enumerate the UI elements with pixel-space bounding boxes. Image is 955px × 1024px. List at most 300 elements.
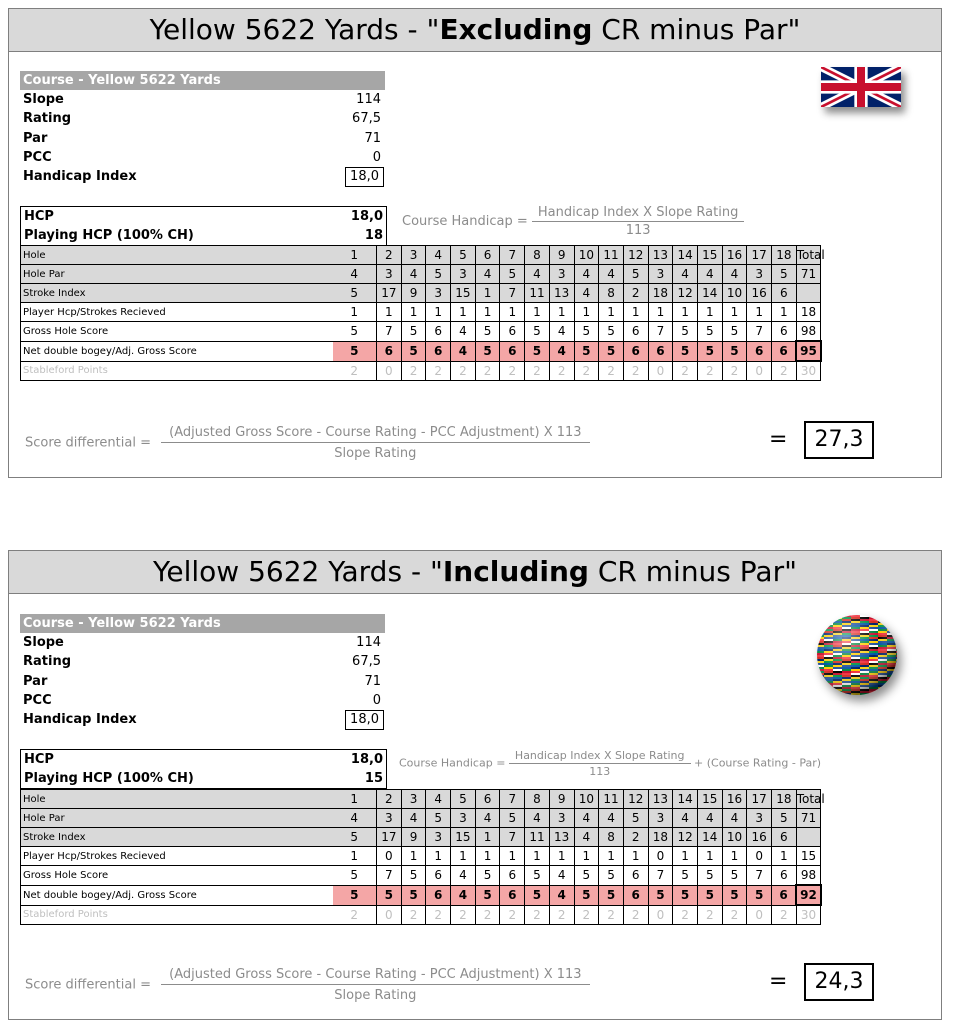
hole-cell: 3: [426, 828, 451, 847]
hole-cell: 15: [697, 790, 722, 809]
hole-cell: 5: [623, 265, 648, 284]
hole-cell[interactable]: 7: [747, 866, 772, 886]
hole-cell: 3: [549, 265, 574, 284]
hole-cell[interactable]: 6: [426, 322, 451, 342]
hole-cell: 2: [475, 361, 500, 381]
hole-cell: 5: [426, 265, 451, 284]
hole-cell: 2: [697, 905, 722, 925]
hole-cell: 1: [401, 303, 426, 322]
hole-cell: 4: [475, 809, 500, 828]
row-label: Player Hcp/Strokes Recieved: [21, 847, 333, 866]
total-cell: 98: [796, 322, 821, 342]
hole-cell: 10: [574, 790, 599, 809]
hole-cell[interactable]: 7: [747, 322, 772, 342]
hole-cell: 10: [722, 284, 747, 303]
hole-cell: 4: [722, 809, 747, 828]
hole-cell: 0: [747, 905, 772, 925]
pcc-row: PCC 0: [23, 149, 381, 165]
hole-cell[interactable]: 6: [623, 866, 648, 886]
hole-cell: 6: [623, 341, 648, 361]
hole-cell: 3: [747, 809, 772, 828]
hole-cell: 1: [333, 246, 377, 265]
hole-cell: 1: [549, 847, 574, 866]
row-label: Net double bogey/Adj. Gross Score: [21, 341, 333, 361]
hole-cell[interactable]: 5: [722, 322, 747, 342]
hole-cell[interactable]: 5: [599, 322, 624, 342]
row-label: Hole: [21, 246, 333, 265]
hole-cell: 5: [697, 885, 722, 905]
hole-cell: 4: [574, 284, 599, 303]
row-label: Hole: [21, 790, 333, 809]
hole-row: [21, 246, 898, 265]
hole-cell: 1: [401, 847, 426, 866]
hole-cell: 14: [673, 790, 698, 809]
hole-cell[interactable]: 6: [772, 866, 797, 886]
hole-cell: 5: [333, 885, 377, 905]
hole-cell: 1: [333, 790, 377, 809]
strokes-received-row: [21, 303, 898, 322]
hcp-box: [20, 206, 387, 246]
hole-cell: 15: [451, 828, 476, 847]
hole-cell: 6: [500, 885, 525, 905]
hole-cell: 17: [747, 246, 772, 265]
hole-cell: 1: [599, 303, 624, 322]
hole-cell: 4: [451, 341, 476, 361]
handicap-index-value[interactable]: 18,0: [345, 167, 384, 187]
hole-cell: 1: [377, 303, 402, 322]
scorecard-table: [20, 245, 898, 381]
total-cell: 95: [796, 341, 821, 361]
total-cell: Total: [796, 246, 821, 265]
total-cell: [796, 828, 821, 847]
hole-cell: 2: [599, 361, 624, 381]
hole-cell: 4: [451, 885, 476, 905]
hole-cell: 6: [772, 828, 797, 847]
hole-cell: 5: [401, 885, 426, 905]
hole-cell[interactable]: 6: [500, 322, 525, 342]
hole-cell[interactable]: 5: [697, 866, 722, 886]
gross-score-row: [21, 322, 898, 342]
hole-cell: 5: [722, 341, 747, 361]
hole-cell[interactable]: 5: [401, 866, 426, 886]
total-cell: 71: [796, 265, 821, 284]
hole-cell: 8: [525, 790, 550, 809]
handicap-index-row: Handicap Index 18,0: [20, 710, 385, 729]
hole-cell[interactable]: 7: [648, 322, 673, 342]
score-differential-result: 27,3: [804, 421, 874, 459]
hole-cell: 5: [333, 828, 377, 847]
hole-cell: 5: [673, 885, 698, 905]
hole-cell: 1: [475, 847, 500, 866]
hole-cell: 4: [574, 828, 599, 847]
hole-cell: 6: [426, 341, 451, 361]
hole-cell: 2: [377, 246, 402, 265]
hole-cell: 2: [772, 905, 797, 925]
hole-cell: 2: [673, 361, 698, 381]
hole-cell: 5: [451, 790, 476, 809]
hole-cell[interactable]: 7: [648, 866, 673, 886]
row-label: Stableford Points: [21, 905, 333, 925]
hole-cell: 5: [599, 885, 624, 905]
hole-cell[interactable]: 5: [673, 322, 698, 342]
hole-cell: 18: [772, 790, 797, 809]
hole-cell: 3: [401, 246, 426, 265]
row-label: Stroke Index: [21, 828, 333, 847]
hole-cell[interactable]: 4: [451, 866, 476, 886]
hole-cell: 6: [500, 341, 525, 361]
hole-cell[interactable]: 5: [475, 322, 500, 342]
hole-cell: 1: [623, 303, 648, 322]
row-label: Stableford Points: [21, 361, 333, 381]
pcc-row: PCC 0: [23, 692, 381, 708]
hole-cell: 14: [673, 246, 698, 265]
hole-cell: 4: [673, 265, 698, 284]
hole-cell: 6: [772, 341, 797, 361]
row-label: Gross Hole Score: [21, 322, 333, 342]
hole-cell: 2: [623, 828, 648, 847]
playing-hcp-row: Playing HCP (100% CH) 18: [24, 228, 383, 243]
hole-cell: 6: [747, 341, 772, 361]
hole-cell: 1: [623, 847, 648, 866]
stableford-points-row: [21, 905, 898, 925]
hole-cell: 12: [623, 790, 648, 809]
hole-cell: 12: [673, 828, 698, 847]
score-differential-formula: Score differential = (Adjusted Gross Score - Course Rating - PCC Adjustment) X 113 Slope Rating: [25, 967, 590, 1003]
row-label: Player Hcp/Strokes Recieved: [21, 303, 333, 322]
hole-cell: 17: [377, 828, 402, 847]
hole-cell: 5: [599, 341, 624, 361]
hole-cell[interactable]: 5: [525, 866, 550, 886]
playing-hcp-row: Playing HCP (100% CH) 15: [24, 771, 383, 786]
hole-cell: 1: [722, 303, 747, 322]
hole-cell: 5: [574, 885, 599, 905]
hole-par-row: [21, 809, 898, 828]
hole-cell[interactable]: 6: [500, 866, 525, 886]
hole-cell: 2: [451, 905, 476, 925]
hole-cell: 3: [549, 809, 574, 828]
hcp-row: HCP 18,0: [24, 209, 383, 224]
hole-cell: 7: [500, 828, 525, 847]
slope-row: Slope 114: [23, 92, 381, 107]
hole-cell: 1: [772, 303, 797, 322]
hole-cell: 12: [673, 284, 698, 303]
course-header: Course - Yellow 5622 Yards: [20, 71, 385, 90]
strokes-received-row: [21, 847, 898, 866]
total-cell: 18: [796, 303, 821, 322]
hole-cell: 0: [747, 847, 772, 866]
hole-cell: 1: [673, 847, 698, 866]
hole-cell[interactable]: 5: [673, 866, 698, 886]
hole-cell: 1: [525, 303, 550, 322]
hole-cell: 4: [401, 809, 426, 828]
hcp-box: [20, 749, 387, 789]
hole-cell[interactable]: 5: [333, 866, 377, 886]
hole-cell: 5: [401, 341, 426, 361]
hole-cell: 5: [333, 341, 377, 361]
total-cell: 30: [796, 905, 821, 925]
course-info: [20, 614, 385, 729]
hole-cell: 16: [747, 828, 772, 847]
hole-cell[interactable]: 6: [426, 866, 451, 886]
hole-cell: 5: [722, 885, 747, 905]
hole-cell: 2: [401, 361, 426, 381]
course-handicap-formula: Course Handicap = $\frac{\text{Handicap Index X Slope Rating}}{113}$: [402, 205, 744, 238]
row-label: Hole Par: [21, 265, 333, 284]
hole-cell: 5: [772, 265, 797, 284]
hole-cell: 5: [451, 246, 476, 265]
hole-cell: 1: [673, 303, 698, 322]
hole-cell: 4: [697, 809, 722, 828]
hole-cell: 8: [599, 284, 624, 303]
hole-cell: 9: [401, 828, 426, 847]
hole-cell[interactable]: 6: [623, 322, 648, 342]
hole-cell: 1: [426, 303, 451, 322]
hole-cell: 8: [525, 246, 550, 265]
hole-cell: 2: [722, 361, 747, 381]
equals-sign: =: [769, 969, 788, 994]
total-cell: 71: [796, 809, 821, 828]
hole-cell[interactable]: 7: [377, 866, 402, 886]
rating-row: Rating 67,5: [23, 654, 381, 670]
hole-cell: 4: [599, 809, 624, 828]
hole-cell: 1: [426, 847, 451, 866]
total-cell: 92: [796, 885, 821, 905]
hole-cell: 3: [401, 790, 426, 809]
hole-cell: 2: [333, 361, 377, 381]
hole-cell: 5: [333, 284, 377, 303]
hole-cell: 0: [648, 905, 673, 925]
hole-cell: 6: [772, 885, 797, 905]
hole-cell: 2: [500, 905, 525, 925]
hole-cell: 18: [772, 246, 797, 265]
hole-cell: 10: [574, 246, 599, 265]
hole-cell[interactable]: 4: [549, 866, 574, 886]
hole-cell: 1: [333, 847, 377, 866]
hole-cell: 6: [772, 284, 797, 303]
hole-cell: 1: [475, 303, 500, 322]
hole-cell: 4: [549, 341, 574, 361]
hole-cell: 18: [648, 284, 673, 303]
hole-cell: 7: [500, 284, 525, 303]
hole-cell: 3: [451, 809, 476, 828]
hole-cell: 3: [451, 265, 476, 284]
hole-cell[interactable]: 5: [401, 322, 426, 342]
net-double-bogey-row: [21, 885, 898, 905]
hole-cell: 1: [333, 303, 377, 322]
hole-cell: 6: [377, 341, 402, 361]
hole-cell: 4: [574, 265, 599, 284]
hole-cell: 16: [747, 284, 772, 303]
hole-cell: 11: [599, 246, 624, 265]
hole-cell: 12: [623, 246, 648, 265]
course-header: Course - Yellow 5622 Yards: [20, 614, 385, 633]
hole-cell: 3: [648, 809, 673, 828]
hole-cell[interactable]: 5: [475, 866, 500, 886]
stroke-index-row: [21, 828, 898, 847]
hole-cell: 2: [549, 905, 574, 925]
hole-cell[interactable]: 7: [377, 322, 402, 342]
hole-cell: 13: [648, 790, 673, 809]
hole-cell: 4: [426, 246, 451, 265]
hole-cell: 2: [525, 361, 550, 381]
hole-cell: 3: [747, 265, 772, 284]
hole-cell: 4: [722, 265, 747, 284]
total-cell: [796, 284, 821, 303]
hole-cell: 0: [648, 361, 673, 381]
hole-cell: 2: [623, 284, 648, 303]
hole-cell: 2: [333, 905, 377, 925]
total-cell: 15: [796, 847, 821, 866]
hole-cell: 3: [377, 265, 402, 284]
hole-cell: 1: [475, 828, 500, 847]
hole-cell: 5: [648, 885, 673, 905]
hole-cell: 3: [377, 809, 402, 828]
scorecard-panel-excluding: [8, 8, 942, 478]
hole-cell: 0: [377, 847, 402, 866]
scorecard-panel-including: [8, 550, 942, 1020]
hole-cell: 0: [747, 361, 772, 381]
row-label: Stroke Index: [21, 284, 333, 303]
hole-cell[interactable]: 6: [772, 322, 797, 342]
hole-cell: 14: [697, 284, 722, 303]
hole-cell: 2: [401, 905, 426, 925]
hole-cell: 1: [549, 303, 574, 322]
hole-cell: 4: [426, 790, 451, 809]
hole-cell: 1: [500, 847, 525, 866]
hole-cell: 5: [525, 885, 550, 905]
hole-cell: 8: [599, 828, 624, 847]
total-cell: Total: [796, 790, 821, 809]
hole-cell: 5: [525, 341, 550, 361]
hole-cell: 1: [599, 847, 624, 866]
hole-cell: 1: [475, 284, 500, 303]
handicap-index-value[interactable]: 18,0: [345, 710, 384, 730]
hole-cell: 2: [574, 905, 599, 925]
uk-flag-icon: [821, 67, 901, 107]
panel-title: Yellow 5622 Yards - "Including CR minus Par": [9, 551, 941, 594]
hole-cell: 2: [697, 361, 722, 381]
hole-cell: 5: [623, 809, 648, 828]
stroke-index-row: [21, 284, 898, 303]
hole-cell[interactable]: 4: [549, 322, 574, 342]
hole-cell[interactable]: 5: [697, 322, 722, 342]
hole-cell: 4: [333, 265, 377, 284]
hole-cell: 6: [426, 885, 451, 905]
score-differential-result: 24,3: [804, 963, 874, 1001]
par-row: Par 71: [23, 130, 381, 146]
hole-cell: 6: [475, 790, 500, 809]
hole-cell: 9: [401, 284, 426, 303]
hole-cell: 4: [599, 265, 624, 284]
hole-cell: 1: [525, 847, 550, 866]
hole-cell: 1: [697, 847, 722, 866]
hole-cell: 2: [599, 905, 624, 925]
hole-cell: 4: [574, 809, 599, 828]
hole-cell: 9: [549, 246, 574, 265]
hole-cell: 11: [525, 284, 550, 303]
row-label: Hole Par: [21, 809, 333, 828]
hole-cell: 5: [697, 341, 722, 361]
par-row: Par 71: [23, 673, 381, 689]
hole-cell: 4: [525, 265, 550, 284]
hole-cell[interactable]: 5: [599, 866, 624, 886]
hole-cell: 1: [722, 847, 747, 866]
row-label: Net double bogey/Adj. Gross Score: [21, 885, 333, 905]
rating-row: Rating 67,5: [23, 111, 381, 127]
total-cell: 98: [796, 866, 821, 886]
hole-cell: 16: [722, 790, 747, 809]
hole-cell: 7: [500, 246, 525, 265]
hole-cell: 1: [574, 303, 599, 322]
hole-cell: 3: [426, 284, 451, 303]
hole-cell: 1: [648, 303, 673, 322]
hole-cell: 4: [475, 265, 500, 284]
scorecard-table: [20, 789, 898, 925]
gross-score-row: [21, 866, 898, 886]
hole-cell: 2: [722, 905, 747, 925]
hole-cell: 1: [574, 847, 599, 866]
handicap-index-row: Handicap Index 18,0: [20, 167, 385, 186]
hole-cell: 5: [772, 809, 797, 828]
hole-cell[interactable]: 5: [525, 322, 550, 342]
hole-cell: 4: [333, 809, 377, 828]
hole-cell: 2: [673, 905, 698, 925]
hole-cell: 2: [574, 361, 599, 381]
hole-row: [21, 790, 898, 809]
hole-cell: 5: [747, 885, 772, 905]
hole-cell: 15: [451, 284, 476, 303]
hole-cell: 5: [500, 265, 525, 284]
row-label: Gross Hole Score: [21, 866, 333, 886]
hole-cell: 2: [451, 361, 476, 381]
hole-cell: 6: [648, 341, 673, 361]
hole-cell[interactable]: 5: [333, 322, 377, 342]
hole-cell[interactable]: 4: [451, 322, 476, 342]
hole-cell: 2: [525, 905, 550, 925]
world-flags-globe-icon: [815, 613, 899, 697]
hole-cell: 0: [648, 847, 673, 866]
hole-cell: 4: [549, 885, 574, 905]
hole-cell: 17: [747, 790, 772, 809]
hole-cell: 1: [451, 303, 476, 322]
hole-cell: 1: [772, 847, 797, 866]
hole-cell: 2: [377, 790, 402, 809]
hole-cell: 5: [673, 341, 698, 361]
hole-cell: 6: [475, 246, 500, 265]
hole-cell: 0: [377, 905, 402, 925]
hole-cell: 4: [401, 265, 426, 284]
hole-cell: 3: [648, 265, 673, 284]
hcp-row: HCP 18,0: [24, 752, 383, 767]
course-handicap-formula: Course Handicap = $\frac{\text{Handicap Index X Slope Rating}}{113}$ + (Course Rating - Par): [399, 749, 822, 778]
hole-cell[interactable]: 5: [722, 866, 747, 886]
hole-cell: 18: [648, 828, 673, 847]
hole-cell: 4: [673, 809, 698, 828]
net-double-bogey-row: [21, 341, 898, 361]
hole-cell: 10: [722, 828, 747, 847]
hole-cell: 11: [525, 828, 550, 847]
hole-cell: 6: [623, 885, 648, 905]
hole-cell: 11: [599, 790, 624, 809]
hole-cell: 5: [574, 341, 599, 361]
hole-cell: 2: [623, 905, 648, 925]
hole-cell: 2: [426, 361, 451, 381]
hole-cell: 1: [697, 303, 722, 322]
equals-sign: =: [769, 427, 788, 452]
hole-cell[interactable]: 5: [574, 866, 599, 886]
hole-cell: 4: [697, 265, 722, 284]
hole-cell[interactable]: 5: [574, 322, 599, 342]
